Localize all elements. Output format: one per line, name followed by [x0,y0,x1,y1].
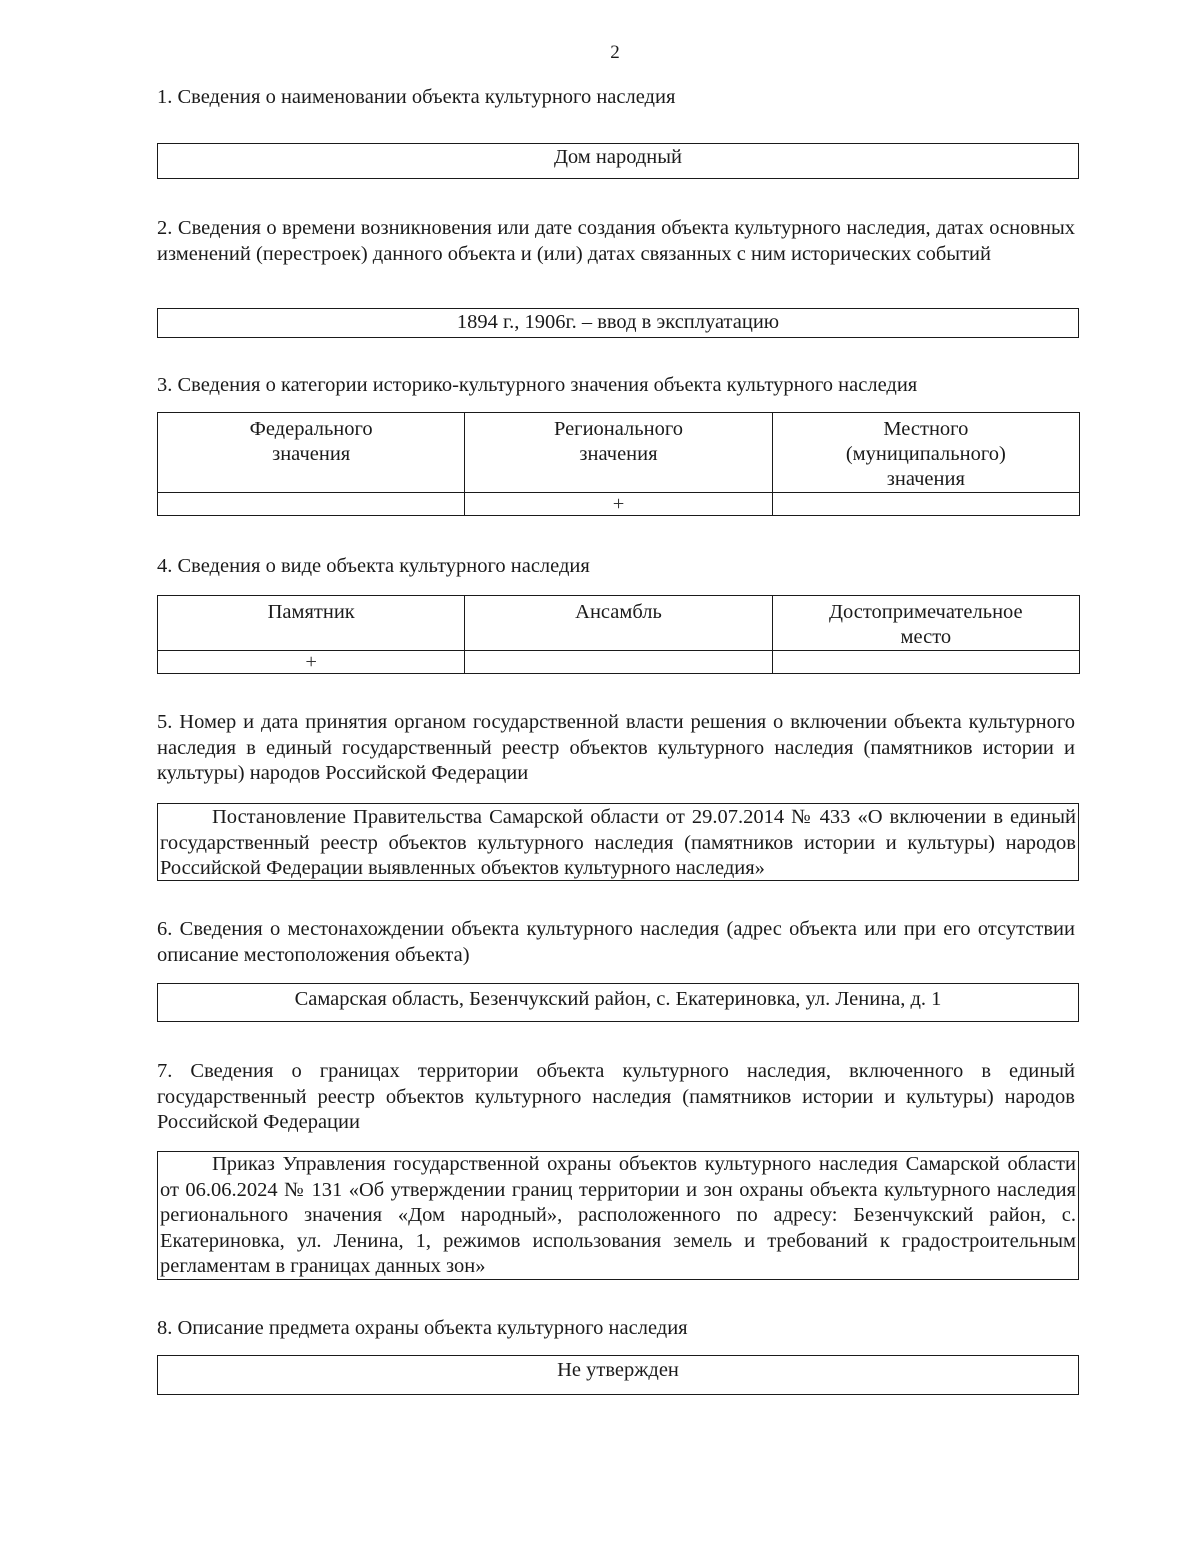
category-regional-header: Регионального значения [465,413,772,493]
section4-heading: 4. Сведения о виде объекта культурного наследия [157,555,590,577]
section2-heading: 2. Сведения о времени возникновения или дате создания объекта культурного наследия, датах основных изменений (перестроек) данного объекта и (или) датах связанных с ним исторических событий [157,217,1075,265]
page-number: 2 [610,42,620,63]
section1-value-box [157,143,1079,179]
section7-value-box [157,1151,1079,1280]
type-ensemble-header: Ансамбль [465,596,772,651]
creation-dates: 1894 г., 1906г. – ввод в эксплуатацию [456,311,780,333]
type-table [157,595,1080,674]
section3-heading: 3. Сведения о категории историко-культурного значения объекта культурного наследия [157,374,918,396]
type-monument-header: Памятник [158,596,465,651]
section2-value-box [157,308,1079,338]
registry-decision: Постановление Правительства Самарской области от 29.07.2014 № 433 «О включении в единый государственный реестр объектов культурного наследия (памятников истории и культуры) народов Российской Федерации выявленных объектов культурного наследия» [160,806,1076,879]
section8-value-box [157,1355,1079,1395]
type-ensemble-mark [465,651,772,674]
object-name: Дом народный [553,146,683,168]
section7-heading: 7. Сведения о границах территории объекта культурного наследия, включенного в единый государственный реестр объектов культурного наследия (памятников истории и культуры) народов Российской Федерации [157,1060,1075,1133]
section5-heading: 5. Номер и дата принятия органом государственной власти решения о включении объекта культурного наследия в единый государственный реестр объектов культурного наследия (памятников истории и культуры) народов Российской Федерации [157,711,1075,784]
category-local-header: Местного (муниципального) значения [772,413,1079,493]
type-landmark-mark [772,651,1079,674]
boundaries-order: Приказ Управления государственной охраны объектов культурного наследия Самарской области от 06.06.2024 № 131 «Об утверждении границ территории и зон охраны объекта культурного наследия регионального значения «Дом народный», расположенного по адресу: Безенчукский район, с. Екатериновка, ул. Ленина, 1, режимов использования земель и требований к градостроительным регламентам в границах данных зон» [160,1153,1076,1277]
type-landmark-header: Достопримечательное место [772,596,1079,651]
section1-heading: 1. Сведения о наименовании объекта культурного наследия [157,86,676,108]
type-monument-mark: + [158,651,465,674]
section6-value-box [157,983,1079,1022]
category-federal-mark [158,493,465,516]
section6-heading: 6. Сведения о местонахождении объекта культурного наследия (адрес объекта или при его отсутствии описание местоположения объекта) [157,918,1075,966]
category-regional-mark: + [465,493,772,516]
section8-heading: 8. Описание предмета охраны объекта культурного наследия [157,1317,688,1339]
section5-value-box [157,803,1079,881]
category-table [157,412,1080,516]
object-address: Самарская область, Безенчукский район, с. Екатериновка, ул. Ленина, д. 1 [294,988,942,1010]
category-local-mark [772,493,1079,516]
protection-subject: Не утвержден [557,1359,679,1381]
category-federal-header: Федерального значения [158,413,465,493]
